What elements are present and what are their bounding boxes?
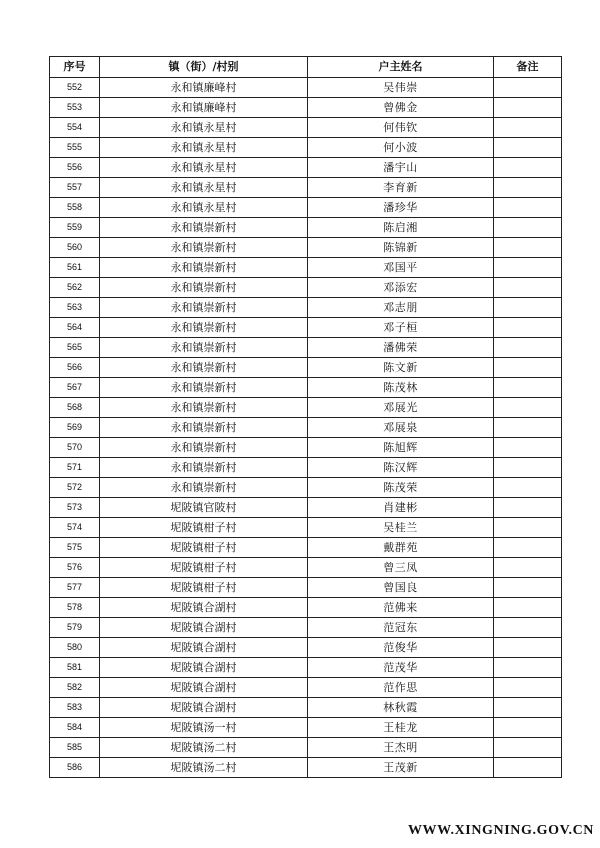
cell-village: 永和镇永星村: [100, 198, 308, 218]
cell-seq: 566: [50, 358, 100, 378]
cell-note: [494, 198, 562, 218]
cell-seq: 567: [50, 378, 100, 398]
table-row: [50, 558, 562, 578]
cell-note: [494, 178, 562, 198]
cell-seq: 585: [50, 738, 100, 758]
cell-seq: 575: [50, 538, 100, 558]
cell-householder-name: 邓添宏: [308, 278, 494, 298]
cell-village: 永和镇崇新村: [100, 398, 308, 418]
cell-note: [494, 658, 562, 678]
table-row: [50, 478, 562, 498]
table-row: [50, 638, 562, 658]
cell-seq: 557: [50, 178, 100, 198]
cell-village: 永和镇廉峰村: [100, 98, 308, 118]
cell-householder-name: 曾三凤: [308, 558, 494, 578]
cell-householder-name: 范佛来: [308, 598, 494, 618]
cell-householder-name: 陈茂荣: [308, 478, 494, 498]
cell-householder-name: 吴伟崇: [308, 78, 494, 98]
cell-householder-name: 王杰明: [308, 738, 494, 758]
cell-note: [494, 758, 562, 778]
header-seq: 序号: [50, 57, 100, 78]
cell-seq: 569: [50, 418, 100, 438]
table-row: [50, 598, 562, 618]
cell-village: 坭陂镇合湖村: [100, 658, 308, 678]
cell-seq: 584: [50, 718, 100, 738]
table-row: [50, 398, 562, 418]
table-header-row: [50, 57, 562, 78]
cell-householder-name: 陈茂林: [308, 378, 494, 398]
cell-seq: 573: [50, 498, 100, 518]
cell-seq: 564: [50, 318, 100, 338]
table-row: [50, 538, 562, 558]
cell-seq: 565: [50, 338, 100, 358]
cell-village: 永和镇崇新村: [100, 318, 308, 338]
cell-householder-name: 肖建彬: [308, 498, 494, 518]
cell-seq: 586: [50, 758, 100, 778]
cell-householder-name: 邓国平: [308, 258, 494, 278]
cell-note: [494, 478, 562, 498]
cell-note: [494, 438, 562, 458]
cell-note: [494, 258, 562, 278]
cell-seq: 583: [50, 698, 100, 718]
cell-village: 永和镇崇新村: [100, 418, 308, 438]
table-row: [50, 298, 562, 318]
table-row: [50, 98, 562, 118]
cell-householder-name: 陈汉辉: [308, 458, 494, 478]
table-row: [50, 218, 562, 238]
cell-seq: 579: [50, 618, 100, 638]
cell-householder-name: 王茂新: [308, 758, 494, 778]
table-row: [50, 118, 562, 138]
table-row: [50, 578, 562, 598]
cell-village: 坭陂镇合湖村: [100, 598, 308, 618]
cell-householder-name: 曾国良: [308, 578, 494, 598]
cell-note: [494, 278, 562, 298]
cell-seq: 563: [50, 298, 100, 318]
cell-householder-name: 李育新: [308, 178, 494, 198]
header-note: 备注: [494, 57, 562, 78]
cell-householder-name: 陈启湘: [308, 218, 494, 238]
cell-note: [494, 558, 562, 578]
table-row: [50, 418, 562, 438]
table-row: [50, 658, 562, 678]
cell-householder-name: 潘佛荣: [308, 338, 494, 358]
cell-note: [494, 678, 562, 698]
cell-householder-name: 戴群苑: [308, 538, 494, 558]
table-row: [50, 698, 562, 718]
cell-village: 坭陂镇汤二村: [100, 738, 308, 758]
cell-seq: 571: [50, 458, 100, 478]
cell-note: [494, 78, 562, 98]
cell-householder-name: 邓子桓: [308, 318, 494, 338]
cell-seq: 560: [50, 238, 100, 258]
cell-note: [494, 218, 562, 238]
table-row: [50, 458, 562, 478]
table-row: [50, 318, 562, 338]
cell-seq: 555: [50, 138, 100, 158]
cell-village: 永和镇崇新村: [100, 278, 308, 298]
table-row: [50, 338, 562, 358]
cell-householder-name: 陈旭辉: [308, 438, 494, 458]
table-row: [50, 438, 562, 458]
cell-note: [494, 318, 562, 338]
cell-village: 永和镇崇新村: [100, 218, 308, 238]
cell-note: [494, 518, 562, 538]
cell-note: [494, 598, 562, 618]
cell-seq: 570: [50, 438, 100, 458]
cell-note: [494, 378, 562, 398]
cell-seq: 572: [50, 478, 100, 498]
table-row: [50, 258, 562, 278]
cell-village: 坭陂镇合湖村: [100, 678, 308, 698]
table-row: [50, 158, 562, 178]
cell-village: 永和镇崇新村: [100, 338, 308, 358]
header-householder-name: 户主姓名: [308, 57, 494, 78]
cell-note: [494, 418, 562, 438]
table-row: [50, 378, 562, 398]
cell-village: 坭陂镇柑子村: [100, 558, 308, 578]
cell-seq: 577: [50, 578, 100, 598]
household-roster-table: [49, 56, 562, 778]
cell-seq: 561: [50, 258, 100, 278]
cell-note: [494, 738, 562, 758]
cell-village: 坭陂镇合湖村: [100, 698, 308, 718]
table-body: [50, 78, 562, 778]
cell-seq: 554: [50, 118, 100, 138]
cell-householder-name: 陈文新: [308, 358, 494, 378]
table-row: [50, 138, 562, 158]
cell-householder-name: 邓展光: [308, 398, 494, 418]
cell-village: 永和镇崇新村: [100, 478, 308, 498]
cell-village: 坭陂镇柑子村: [100, 578, 308, 598]
cell-village: 永和镇崇新村: [100, 298, 308, 318]
cell-note: [494, 718, 562, 738]
cell-note: [494, 298, 562, 318]
cell-village: 坭陂镇汤二村: [100, 758, 308, 778]
table-row: [50, 198, 562, 218]
cell-seq: 562: [50, 278, 100, 298]
cell-seq: 558: [50, 198, 100, 218]
table-row: [50, 518, 562, 538]
cell-village: 永和镇廉峰村: [100, 78, 308, 98]
cell-note: [494, 238, 562, 258]
cell-note: [494, 158, 562, 178]
cell-note: [494, 398, 562, 418]
cell-householder-name: 范冠东: [308, 618, 494, 638]
cell-householder-name: 林秋霞: [308, 698, 494, 718]
table-row: [50, 278, 562, 298]
cell-note: [494, 138, 562, 158]
cell-seq: 574: [50, 518, 100, 538]
cell-householder-name: 邓展泉: [308, 418, 494, 438]
cell-village: 永和镇永星村: [100, 178, 308, 198]
cell-householder-name: 王桂龙: [308, 718, 494, 738]
cell-village: 永和镇崇新村: [100, 358, 308, 378]
cell-seq: 580: [50, 638, 100, 658]
cell-village: 永和镇永星村: [100, 138, 308, 158]
cell-seq: 576: [50, 558, 100, 578]
cell-note: [494, 618, 562, 638]
cell-note: [494, 98, 562, 118]
cell-householder-name: 曾佛金: [308, 98, 494, 118]
cell-note: [494, 638, 562, 658]
cell-note: [494, 338, 562, 358]
cell-seq: 553: [50, 98, 100, 118]
cell-village: 坭陂镇汤一村: [100, 718, 308, 738]
cell-householder-name: 范茂华: [308, 658, 494, 678]
cell-note: [494, 358, 562, 378]
cell-village: 坭陂镇柑子村: [100, 538, 308, 558]
cell-seq: 578: [50, 598, 100, 618]
table-row: [50, 718, 562, 738]
cell-note: [494, 498, 562, 518]
table-row: [50, 738, 562, 758]
cell-note: [494, 698, 562, 718]
cell-seq: 552: [50, 78, 100, 98]
cell-seq: 559: [50, 218, 100, 238]
cell-note: [494, 458, 562, 478]
cell-note: [494, 538, 562, 558]
table-row: [50, 238, 562, 258]
cell-seq: 581: [50, 658, 100, 678]
cell-householder-name: 潘珍华: [308, 198, 494, 218]
table-row: [50, 178, 562, 198]
table-row: [50, 758, 562, 778]
cell-householder-name: 吴桂兰: [308, 518, 494, 538]
cell-village: 坭陂镇合湖村: [100, 618, 308, 638]
table-row: [50, 78, 562, 98]
cell-village: 坭陂镇合湖村: [100, 638, 308, 658]
cell-village: 永和镇崇新村: [100, 458, 308, 478]
cell-householder-name: 范作思: [308, 678, 494, 698]
cell-village: 永和镇崇新村: [100, 438, 308, 458]
cell-householder-name: 何伟钦: [308, 118, 494, 138]
cell-seq: 556: [50, 158, 100, 178]
site-url-watermark: WWW.XINGNING.GOV.CN: [407, 823, 594, 838]
cell-village: 永和镇崇新村: [100, 378, 308, 398]
cell-village: 永和镇崇新村: [100, 258, 308, 278]
cell-note: [494, 578, 562, 598]
cell-seq: 582: [50, 678, 100, 698]
table-row: [50, 358, 562, 378]
cell-note: [494, 118, 562, 138]
cell-village: 永和镇永星村: [100, 118, 308, 138]
table-row: [50, 678, 562, 698]
cell-village: 永和镇崇新村: [100, 238, 308, 258]
cell-village: 坭陂镇柑子村: [100, 518, 308, 538]
table-row: [50, 498, 562, 518]
header-village: 镇（街）/村别: [100, 57, 308, 78]
cell-seq: 568: [50, 398, 100, 418]
cell-village: 坭陂镇官陂村: [100, 498, 308, 518]
cell-householder-name: 范俊华: [308, 638, 494, 658]
cell-householder-name: 潘宇山: [308, 158, 494, 178]
table-row: [50, 618, 562, 638]
cell-householder-name: 何小波: [308, 138, 494, 158]
cell-householder-name: 陈锦新: [308, 238, 494, 258]
cell-householder-name: 邓志朋: [308, 298, 494, 318]
cell-village: 永和镇永星村: [100, 158, 308, 178]
